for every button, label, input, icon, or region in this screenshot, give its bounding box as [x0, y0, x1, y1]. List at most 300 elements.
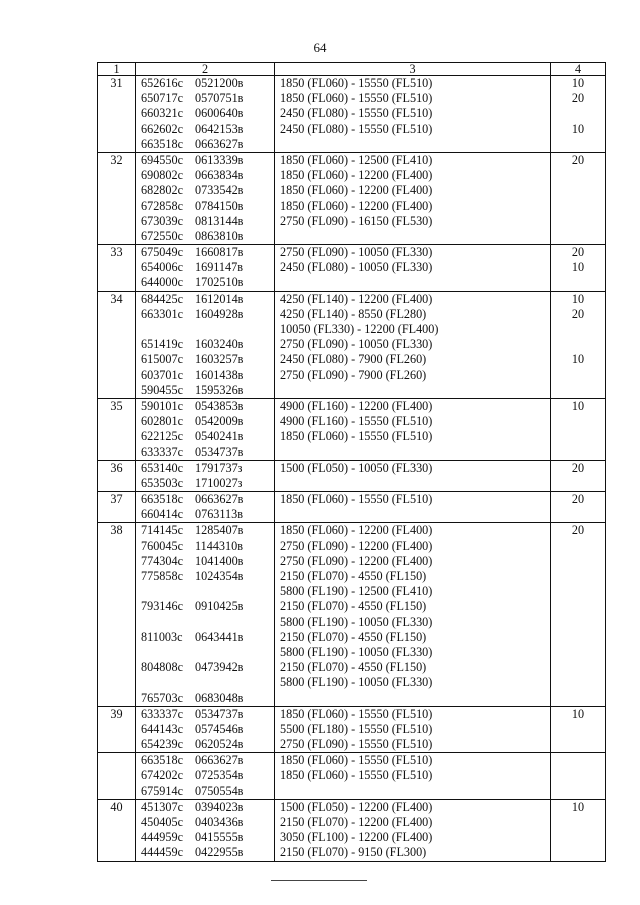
table-row — [98, 799, 606, 861]
latitude-value: 653140с — [141, 460, 183, 475]
value-entry — [551, 830, 605, 845]
airspace-table — [97, 62, 606, 862]
latitude-value: 451307с — [141, 799, 183, 814]
altitude-range: 1850 (FL060) - 15550 (FL510) — [280, 91, 433, 106]
latitude-value: 654239с — [141, 737, 183, 752]
altitude-range: 5800 (FL190) - 10050 (FL330) — [280, 614, 433, 629]
value-cell — [551, 799, 606, 861]
coordinate-point — [136, 183, 274, 198]
latitude-value: 663301с — [141, 306, 183, 321]
latitude-value: 663518с — [141, 753, 183, 768]
row-number-text: 38 — [110, 523, 123, 538]
table-row — [98, 706, 606, 753]
table-row — [98, 460, 606, 491]
longitude-value: 0663627в — [195, 492, 244, 507]
altitude-range: 2150 (FL070) - 4550 (FL150) — [280, 569, 427, 583]
longitude-value: 1710027з — [195, 475, 243, 490]
value-entry — [551, 569, 605, 584]
longitude-value: 0725354в — [195, 768, 244, 783]
coordinate-point — [136, 383, 274, 398]
longitude-value: 0473942в — [195, 660, 244, 675]
value-entry — [551, 599, 605, 614]
longitude-value: 1603240в — [195, 337, 244, 352]
value-cell — [551, 76, 606, 153]
row-number — [98, 398, 136, 460]
value-entry: 10 — [571, 76, 585, 90]
value-entry: 10 — [571, 706, 585, 721]
value-entry — [551, 507, 605, 522]
longitude-value: 0910425в — [195, 599, 244, 614]
altitude-range: 2150 (FL070) - 4550 (FL150) — [280, 629, 427, 644]
coordinate-point — [136, 599, 274, 614]
value-entry — [551, 183, 605, 198]
coordinate-point — [136, 307, 274, 322]
header-row — [98, 63, 606, 76]
coordinate-point — [136, 260, 274, 275]
value-entry — [551, 675, 605, 690]
value-cell — [551, 460, 606, 491]
coordinates-cell — [136, 152, 275, 244]
row-number — [98, 460, 136, 491]
altitude-range: 2450 (FL080) - 15550 (FL510) — [280, 121, 433, 136]
row-number-text: 31 — [110, 76, 123, 90]
value-entry — [551, 584, 605, 599]
value-entry — [551, 414, 605, 429]
coordinate-point — [136, 292, 274, 307]
latitude-value: 633337с — [141, 444, 183, 459]
altitude-range: 4250 (FL140) - 8550 (FL280) — [280, 306, 427, 321]
row-number — [98, 76, 136, 153]
altitude-range: 5800 (FL190) - 12500 (FL410) — [280, 584, 433, 599]
coordinate-point — [136, 800, 274, 815]
coordinate-point — [136, 615, 274, 630]
value-entry — [551, 784, 605, 799]
value-cell — [551, 398, 606, 460]
altitude-range-cell — [275, 398, 551, 460]
value-entry — [551, 691, 605, 706]
coordinate-point — [136, 523, 274, 538]
altitude-range — [275, 784, 550, 799]
value-entry — [551, 445, 605, 460]
altitude-range: 2750 (FL090) - 7900 (FL260) — [280, 367, 427, 382]
latitude-value: 811003с — [141, 629, 183, 644]
latitude-value: 694550с — [141, 152, 183, 167]
coordinate-point — [136, 245, 274, 260]
row-number — [98, 291, 136, 398]
coordinate-point — [136, 707, 274, 722]
latitude-value: 760045с — [141, 538, 183, 553]
altitude-range: 2750 (FL090) - 12200 (FL400) — [280, 553, 433, 568]
longitude-value: 0733542в — [195, 183, 244, 198]
coordinates-cell — [136, 291, 275, 398]
row-number-text: 37 — [110, 492, 123, 507]
longitude-value: 1603257в — [195, 352, 244, 367]
latitude-value: 644000с — [141, 275, 183, 290]
coordinates-cell — [136, 398, 275, 460]
row-number-text: 40 — [110, 799, 123, 814]
coordinate-point — [136, 429, 274, 444]
value-entry — [551, 845, 605, 860]
latitude-value: 603701с — [141, 367, 183, 382]
altitude-range: 10050 (FL330) - 12200 (FL400) — [280, 322, 439, 336]
coordinate-point — [136, 753, 274, 768]
value-entry: 20 — [571, 523, 585, 538]
coordinate-point — [136, 554, 274, 569]
row-number — [98, 523, 136, 706]
altitude-range: 2150 (FL070) - 9150 (FL300) — [280, 845, 427, 860]
coordinate-point — [136, 830, 274, 845]
table-row — [98, 245, 606, 292]
latitude-value: 450405с — [141, 815, 183, 829]
value-entry: 10 — [571, 260, 585, 275]
latitude-value: 444459с — [141, 845, 183, 860]
altitude-range: 2450 (FL080) - 15550 (FL510) — [280, 106, 433, 121]
longitude-value: 1604928в — [195, 306, 244, 321]
longitude-value: 0540241в — [195, 429, 244, 444]
value-entry — [551, 106, 605, 121]
row-number — [98, 245, 136, 292]
latitude-value: 690802с — [141, 168, 183, 183]
coordinate-point — [136, 368, 274, 383]
altitude-range-cell — [275, 76, 551, 153]
value-entry — [551, 229, 605, 244]
value-cell — [551, 291, 606, 398]
altitude-range-cell — [275, 245, 551, 292]
coordinate-point — [136, 675, 274, 690]
altitude-range: 1500 (FL050) - 12200 (FL400) — [280, 799, 433, 814]
coordinates-cell — [136, 706, 275, 753]
latitude-value: 684425с — [141, 291, 183, 306]
longitude-value: 0570751в — [195, 91, 244, 106]
value-entry: 10 — [571, 398, 585, 413]
coordinate-point — [136, 76, 274, 91]
latitude-value: 660414с — [141, 507, 183, 522]
altitude-range: 3050 (FL100) - 12200 (FL400) — [280, 830, 433, 845]
altitude-range: 5500 (FL180) - 15550 (FL510) — [280, 721, 433, 736]
altitude-range: 2750 (FL090) - 12200 (FL400) — [280, 538, 433, 553]
coordinate-point — [136, 737, 274, 752]
altitude-range: 2750 (FL090) - 10050 (FL330) — [280, 245, 433, 260]
altitude-range: 4900 (FL160) - 12200 (FL400) — [280, 398, 433, 413]
altitude-range-cell — [275, 291, 551, 398]
altitude-range: 2750 (FL090) - 15550 (FL510) — [280, 737, 433, 752]
altitude-range: 2150 (FL070) - 4550 (FL150) — [280, 599, 427, 614]
coordinate-point — [136, 476, 274, 491]
longitude-value: 0663627в — [195, 753, 244, 768]
table-row — [98, 152, 606, 244]
longitude-value: 0394023в — [195, 799, 244, 814]
coordinate-point — [136, 91, 274, 106]
longitude-value: 0422955в — [195, 845, 244, 860]
coordinates-cell — [136, 753, 275, 800]
longitude-value: 1285407в — [195, 523, 244, 538]
longitude-value: 0863810в — [195, 228, 244, 243]
coordinate-point — [136, 768, 274, 783]
altitude-range — [275, 507, 550, 522]
longitude-value: 1612014в — [195, 291, 244, 306]
coordinate-point — [136, 106, 274, 121]
coordinate-point — [136, 815, 274, 830]
coordinates-cell — [136, 799, 275, 861]
altitude-range: 1850 (FL060) - 15550 (FL510) — [280, 768, 433, 783]
coordinates-cell — [136, 492, 275, 523]
value-entry: 20 — [571, 306, 585, 321]
latitude-value: 602801с — [141, 414, 183, 429]
coordinate-point — [136, 445, 274, 460]
coordinate-point — [136, 645, 274, 660]
altitude-range-cell — [275, 706, 551, 753]
latitude-value: 615007с — [141, 352, 183, 367]
longitude-value: 0521200в — [195, 76, 244, 90]
latitude-value: 765703с — [141, 690, 183, 705]
coordinates-cell — [136, 460, 275, 491]
value-cell — [551, 706, 606, 753]
longitude-value: 0663834в — [195, 168, 244, 183]
value-cell — [551, 523, 606, 706]
altitude-range: 1500 (FL050) - 10050 (FL330) — [280, 460, 433, 475]
altitude-range: 1850 (FL060) - 12200 (FL400) — [280, 523, 433, 538]
coordinate-point — [136, 539, 274, 554]
coordinate-point — [136, 214, 274, 229]
latitude-value: 804808с — [141, 660, 183, 675]
longitude-value: 0643441в — [195, 629, 244, 644]
table-row — [98, 523, 606, 706]
longitude-value: 0613339в — [195, 152, 244, 167]
coordinate-point — [136, 337, 274, 352]
longitude-value: 1791737з — [195, 460, 243, 475]
coordinate-point — [136, 569, 274, 584]
value-entry — [551, 137, 605, 152]
coordinate-point — [136, 275, 274, 290]
altitude-range-cell — [275, 492, 551, 523]
longitude-value: 0534737в — [195, 706, 244, 721]
coordinate-point — [136, 229, 274, 244]
value-entry — [551, 368, 605, 383]
coordinates-cell — [136, 523, 275, 706]
value-entry: 10 — [571, 291, 585, 306]
longitude-value: 0543853в — [195, 398, 244, 413]
altitude-range-cell — [275, 799, 551, 861]
altitude-range — [275, 445, 550, 460]
longitude-value: 0750554в — [195, 783, 244, 798]
value-entry — [551, 476, 605, 491]
value-entry: 10 — [571, 352, 585, 367]
value-entry — [551, 383, 605, 398]
longitude-value: 0642153в — [195, 121, 244, 136]
altitude-range — [275, 229, 550, 244]
longitude-value: 0542009в — [195, 414, 244, 429]
longitude-value: 1041400в — [195, 553, 244, 568]
value-cell — [551, 753, 606, 800]
longitude-value: 0415555в — [195, 830, 244, 845]
value-entry: 10 — [571, 799, 585, 814]
row-number-text: 36 — [110, 460, 123, 475]
coordinate-point — [136, 399, 274, 414]
latitude-value: 654006с — [141, 260, 183, 275]
value-entry: 20 — [571, 460, 585, 475]
row-number — [98, 152, 136, 244]
coordinate-point — [136, 630, 274, 645]
coordinate-point — [136, 461, 274, 476]
altitude-range: 2150 (FL070) - 4550 (FL150) — [280, 660, 427, 675]
latitude-value: 673039с — [141, 213, 183, 228]
row-number-text: 32 — [110, 152, 123, 167]
coordinate-point — [136, 168, 274, 183]
latitude-value: 672550с — [141, 228, 183, 243]
row-number — [98, 799, 136, 861]
longitude-value: 0403436в — [195, 815, 244, 829]
value-cell — [551, 492, 606, 523]
latitude-value: 590101с — [141, 398, 183, 413]
coordinate-point — [136, 414, 274, 429]
value-entry — [551, 722, 605, 737]
longitude-value: 0763113в — [195, 507, 243, 522]
latitude-value: 682802с — [141, 183, 183, 198]
row-number — [98, 492, 136, 523]
table-row — [98, 398, 606, 460]
value-entry — [551, 660, 605, 675]
altitude-range: 1850 (FL060) - 15550 (FL510) — [280, 492, 433, 507]
altitude-range: 2450 (FL080) - 10050 (FL330) — [280, 260, 433, 275]
longitude-value: 0574546в — [195, 721, 244, 736]
altitude-range — [275, 383, 550, 398]
altitude-range — [275, 275, 550, 290]
row-number-text: 33 — [110, 245, 123, 260]
longitude-value: 1024354в — [195, 569, 244, 583]
coordinate-point — [136, 784, 274, 799]
longitude-value: 1660817в — [195, 245, 244, 260]
latitude-value: 793146с — [141, 599, 183, 614]
longitude-value: 0663627в — [195, 136, 244, 151]
row-number — [98, 706, 136, 753]
altitude-range: 1850 (FL060) - 15550 (FL510) — [280, 706, 433, 721]
coordinate-point — [136, 153, 274, 168]
coordinate-point — [136, 492, 274, 507]
altitude-range: 1850 (FL060) - 15550 (FL510) — [280, 753, 433, 768]
value-entry — [551, 737, 605, 752]
altitude-range: 2150 (FL070) - 12200 (FL400) — [280, 815, 433, 829]
coordinate-point — [136, 352, 274, 367]
altitude-range: 5800 (FL190) - 10050 (FL330) — [280, 644, 433, 659]
latitude-value: 675914с — [141, 783, 183, 798]
latitude-value: 622125с — [141, 429, 183, 444]
value-entry — [551, 645, 605, 660]
altitude-range: 2450 (FL080) - 7900 (FL260) — [280, 352, 427, 367]
column-header-4: 4 — [551, 63, 606, 76]
column-header-2: 2 — [136, 63, 275, 76]
table-row — [98, 291, 606, 398]
longitude-value: 0683048в — [195, 690, 244, 705]
altitude-range: 1850 (FL060) - 12500 (FL410) — [280, 152, 433, 167]
longitude-value: 0620524в — [195, 737, 244, 752]
latitude-value: 714145с — [141, 523, 183, 538]
value-entry — [551, 429, 605, 444]
altitude-range-cell — [275, 152, 551, 244]
altitude-range: 4250 (FL140) - 12200 (FL400) — [280, 291, 433, 306]
altitude-range: 1850 (FL060) - 12200 (FL400) — [280, 198, 433, 213]
altitude-range-cell — [275, 523, 551, 706]
value-entry — [551, 337, 605, 352]
value-cell — [551, 152, 606, 244]
row-number-text: 39 — [110, 706, 123, 721]
latitude-value: 663518с — [141, 492, 183, 507]
longitude-value: 1595326в — [195, 382, 244, 397]
latitude-value: 651419с — [141, 337, 183, 352]
coordinate-point — [136, 722, 274, 737]
value-entry — [551, 539, 605, 554]
value-entry — [551, 275, 605, 290]
coordinate-point — [136, 137, 274, 152]
altitude-range: 2750 (FL090) - 16150 (FL530) — [280, 213, 433, 228]
longitude-value: 0784150в — [195, 198, 244, 213]
latitude-value: 444959с — [141, 830, 183, 845]
table-row — [98, 753, 606, 800]
latitude-value: 644143с — [141, 721, 183, 736]
coordinate-point — [136, 691, 274, 706]
value-entry — [551, 168, 605, 183]
altitude-range: 1850 (FL060) - 15550 (FL510) — [280, 429, 433, 444]
longitude-value: 1691147в — [195, 260, 243, 275]
row-number — [98, 753, 136, 800]
latitude-value: 652616с — [141, 76, 183, 90]
latitude-value: 590455с — [141, 382, 183, 397]
table-row — [98, 76, 606, 153]
latitude-value: 662602с — [141, 121, 183, 136]
latitude-value: 774304с — [141, 553, 183, 568]
value-entry: 20 — [571, 492, 585, 507]
latitude-value: 675049с — [141, 245, 183, 260]
longitude-value: 0813144в — [195, 213, 244, 228]
latitude-value: 674202с — [141, 768, 183, 783]
coordinates-cell — [136, 245, 275, 292]
latitude-value: 653503с — [141, 475, 183, 490]
altitude-range-cell — [275, 460, 551, 491]
altitude-range-cell — [275, 753, 551, 800]
latitude-value: 633337с — [141, 706, 183, 721]
value-entry — [551, 753, 605, 768]
longitude-value: 0600640в — [195, 106, 244, 121]
longitude-value: 1601438в — [195, 367, 244, 382]
altitude-range: 2750 (FL090) - 10050 (FL330) — [280, 337, 433, 352]
altitude-range: 4900 (FL160) - 15550 (FL510) — [280, 414, 433, 429]
latitude-value: 650717с — [141, 91, 183, 106]
value-entry — [551, 554, 605, 569]
value-cell — [551, 245, 606, 292]
page-number: 64 — [313, 40, 327, 55]
value-entry — [551, 214, 605, 229]
value-entry — [551, 815, 605, 830]
row-number-text: 34 — [110, 291, 123, 306]
value-entry: 10 — [571, 121, 585, 136]
altitude-range: 5800 (FL190) - 10050 (FL330) — [280, 675, 433, 690]
table-row — [98, 492, 606, 523]
value-entry — [551, 630, 605, 645]
column-header-1: 1 — [98, 63, 136, 76]
altitude-range: 1850 (FL060) - 15550 (FL510) — [280, 76, 433, 90]
coordinate-point — [136, 122, 274, 137]
coordinate-point — [136, 845, 274, 860]
altitude-range: 1850 (FL060) - 12200 (FL400) — [280, 183, 433, 198]
value-entry — [551, 615, 605, 630]
altitude-range: 1850 (FL060) - 12200 (FL400) — [280, 168, 433, 183]
altitude-range — [275, 691, 550, 706]
longitude-value: 0534737в — [195, 444, 244, 459]
altitude-range — [275, 137, 550, 152]
row-number-text — [98, 753, 135, 768]
coordinate-point — [136, 660, 274, 675]
coordinate-point — [136, 584, 274, 599]
coordinate-point — [136, 322, 274, 337]
